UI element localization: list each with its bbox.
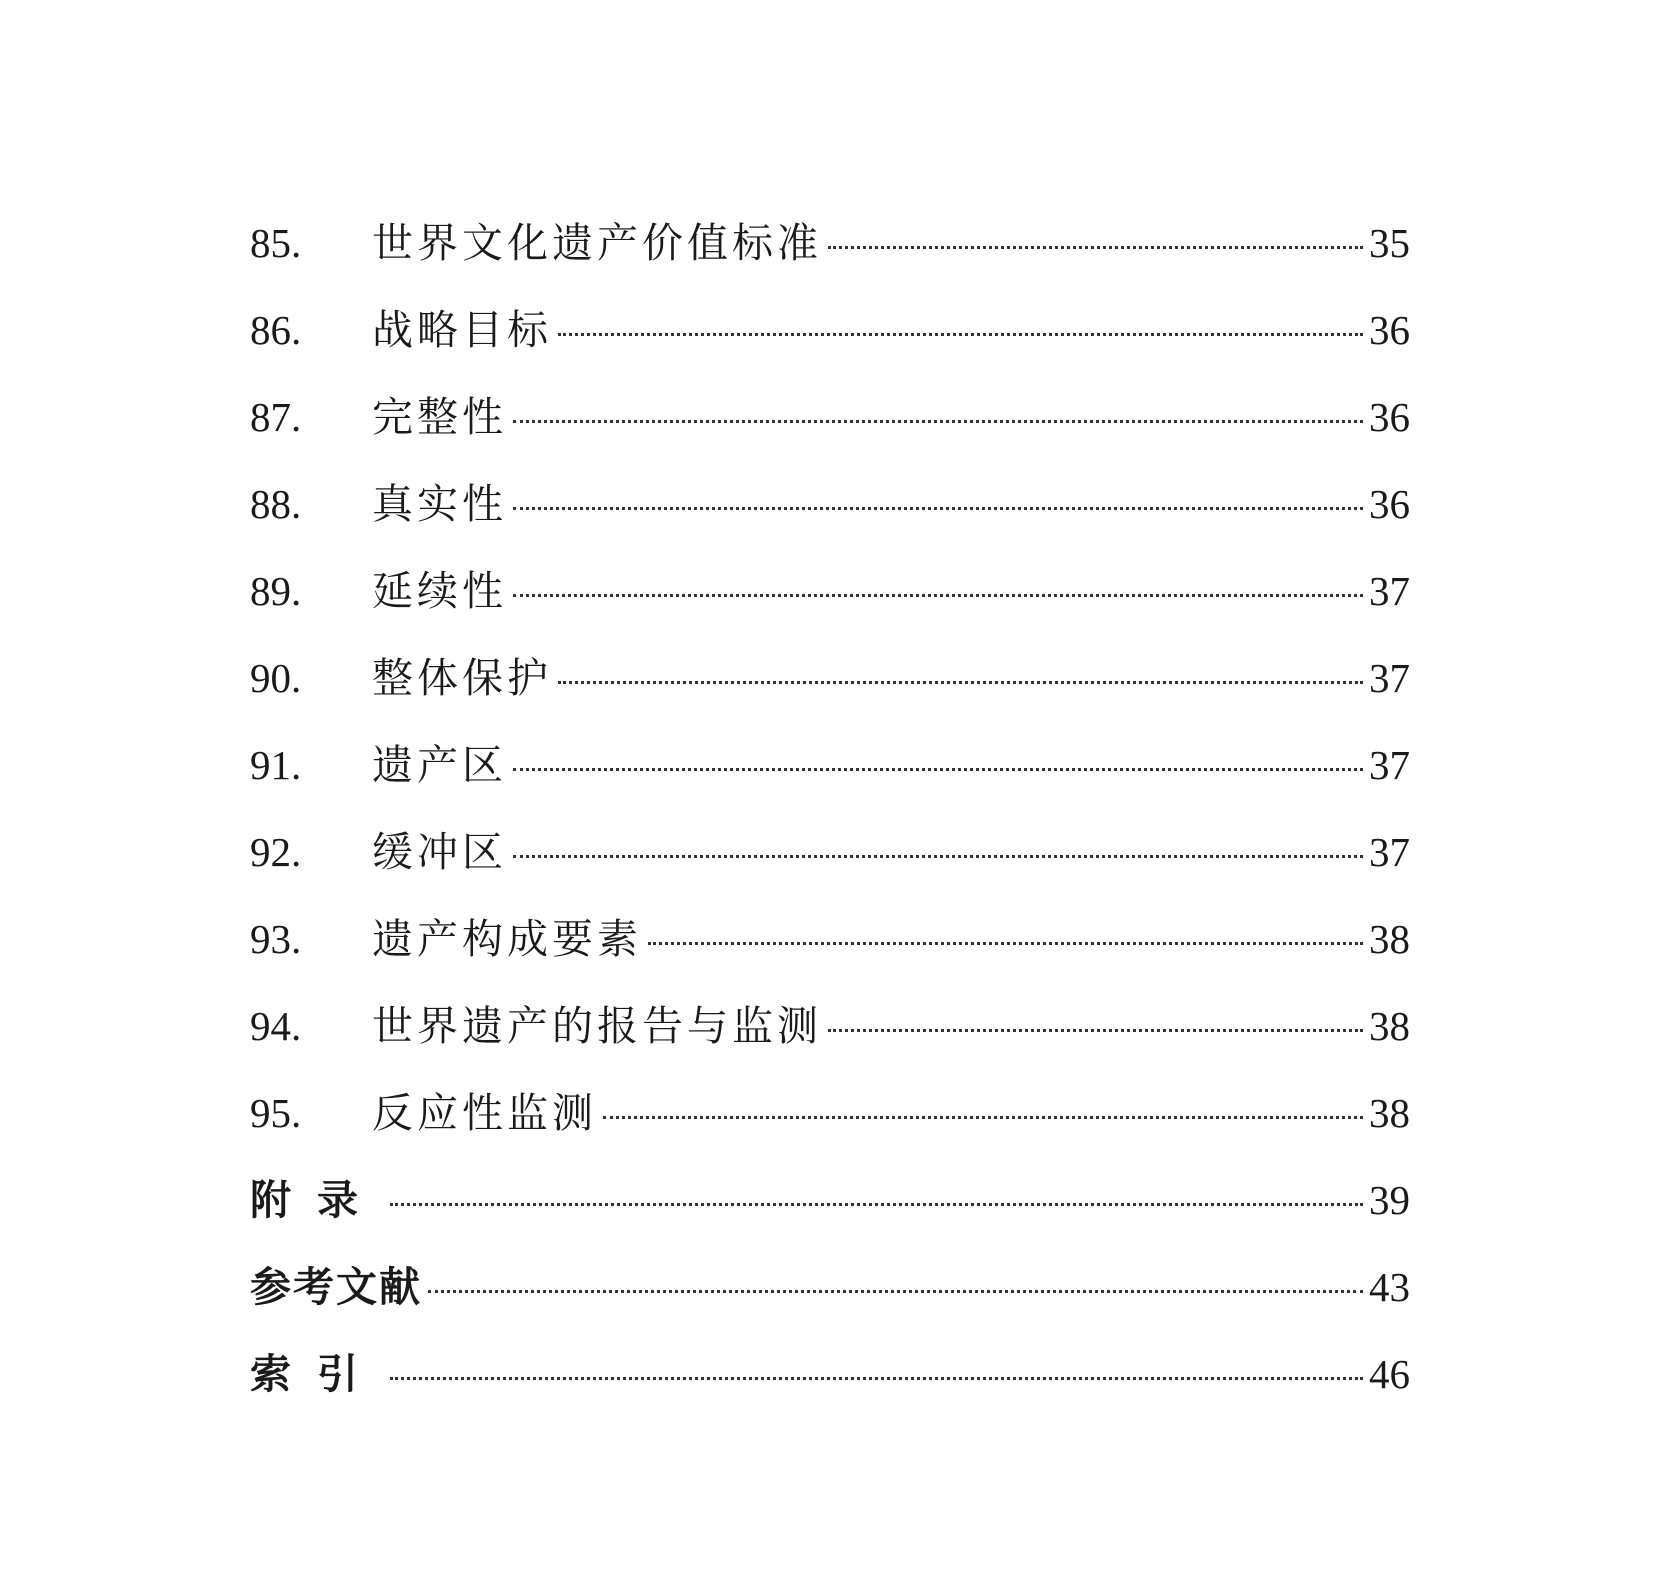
- toc-entry-85[interactable]: [250, 200, 1410, 287]
- toc-entry-title: 索引: [250, 1350, 384, 1398]
- toc-entry-number: 94.: [250, 1003, 302, 1049]
- toc-entry-appendix[interactable]: [250, 1157, 1410, 1244]
- dot-leader: [513, 507, 1363, 510]
- toc-entry-page: 46: [1369, 1351, 1410, 1397]
- toc-entry-title: 附录: [250, 1176, 384, 1224]
- toc-entry-title: 战略目标: [372, 306, 552, 354]
- toc-entry-page: 36: [1369, 307, 1410, 353]
- toc-entry-title: 反应性监测: [372, 1089, 597, 1137]
- dot-leader: [648, 942, 1363, 945]
- dot-leader: [558, 681, 1363, 684]
- toc-entry-number: 92.: [250, 829, 302, 875]
- dot-leader: [428, 1290, 1363, 1293]
- toc-entry-number: 91.: [250, 742, 302, 788]
- toc-entry-93[interactable]: [250, 896, 1410, 983]
- toc-entry-92[interactable]: [250, 809, 1410, 896]
- toc-entry-title: 遗产区: [372, 741, 507, 789]
- toc-entry-page: 38: [1369, 1003, 1410, 1049]
- toc-entry-number: 90.: [250, 655, 302, 701]
- toc-entry-91[interactable]: [250, 722, 1410, 809]
- toc-entry-page: 36: [1369, 394, 1410, 440]
- dot-leader: [558, 333, 1363, 336]
- dot-leader: [390, 1203, 1363, 1206]
- toc-entry-90[interactable]: [250, 635, 1410, 722]
- toc-entry-number: 93.: [250, 916, 302, 962]
- toc-entry-88[interactable]: [250, 461, 1410, 548]
- toc-entry-number: 85.: [250, 220, 302, 266]
- toc-entry-page: 43: [1369, 1264, 1410, 1310]
- toc-entry-page: 35: [1369, 220, 1410, 266]
- toc-entry-number: 95.: [250, 1090, 302, 1136]
- toc-entry-page: 37: [1369, 829, 1410, 875]
- toc-entry-87[interactable]: [250, 374, 1410, 461]
- dot-leader: [513, 420, 1363, 423]
- dot-leader: [513, 768, 1363, 771]
- toc-entry-title: 延续性: [372, 567, 507, 615]
- toc-entry-title: 世界遗产的报告与监测: [372, 1002, 822, 1050]
- toc-entry-title: 完整性: [372, 393, 507, 441]
- toc-entry-number: 87.: [250, 394, 302, 440]
- dot-leader: [828, 1029, 1363, 1032]
- dot-leader: [513, 594, 1363, 597]
- toc-entry-title: 真实性: [372, 480, 507, 528]
- toc-entry-references[interactable]: [250, 1244, 1410, 1331]
- toc-entry-page: 38: [1369, 1090, 1410, 1136]
- toc-entry-94[interactable]: [250, 983, 1410, 1070]
- toc-entry-page: 37: [1369, 655, 1410, 701]
- toc-entry-title: 遗产构成要素: [372, 915, 642, 963]
- toc-entry-number: 89.: [250, 568, 302, 614]
- toc-entry-title: 整体保护: [372, 654, 552, 702]
- toc-entry-page: 37: [1369, 568, 1410, 614]
- toc-entry-number: 88.: [250, 481, 302, 527]
- table-of-contents: [250, 200, 1410, 1418]
- toc-entry-page: 36: [1369, 481, 1410, 527]
- dot-leader: [390, 1377, 1363, 1380]
- toc-entry-title: 缓冲区: [372, 828, 507, 876]
- dot-leader: [603, 1116, 1363, 1119]
- dot-leader: [828, 246, 1363, 249]
- toc-entry-86[interactable]: [250, 287, 1410, 374]
- toc-entry-page: 38: [1369, 916, 1410, 962]
- dot-leader: [513, 855, 1363, 858]
- toc-entry-page: 39: [1369, 1177, 1410, 1223]
- toc-entry-title: 世界文化遗产价值标准: [372, 219, 822, 267]
- toc-entry-title: 参考文献: [250, 1263, 422, 1311]
- toc-entry-page: 37: [1369, 742, 1410, 788]
- toc-entry-95[interactable]: [250, 1070, 1410, 1157]
- toc-entry-89[interactable]: [250, 548, 1410, 635]
- toc-entry-number: 86.: [250, 307, 302, 353]
- toc-entry-index[interactable]: [250, 1331, 1410, 1418]
